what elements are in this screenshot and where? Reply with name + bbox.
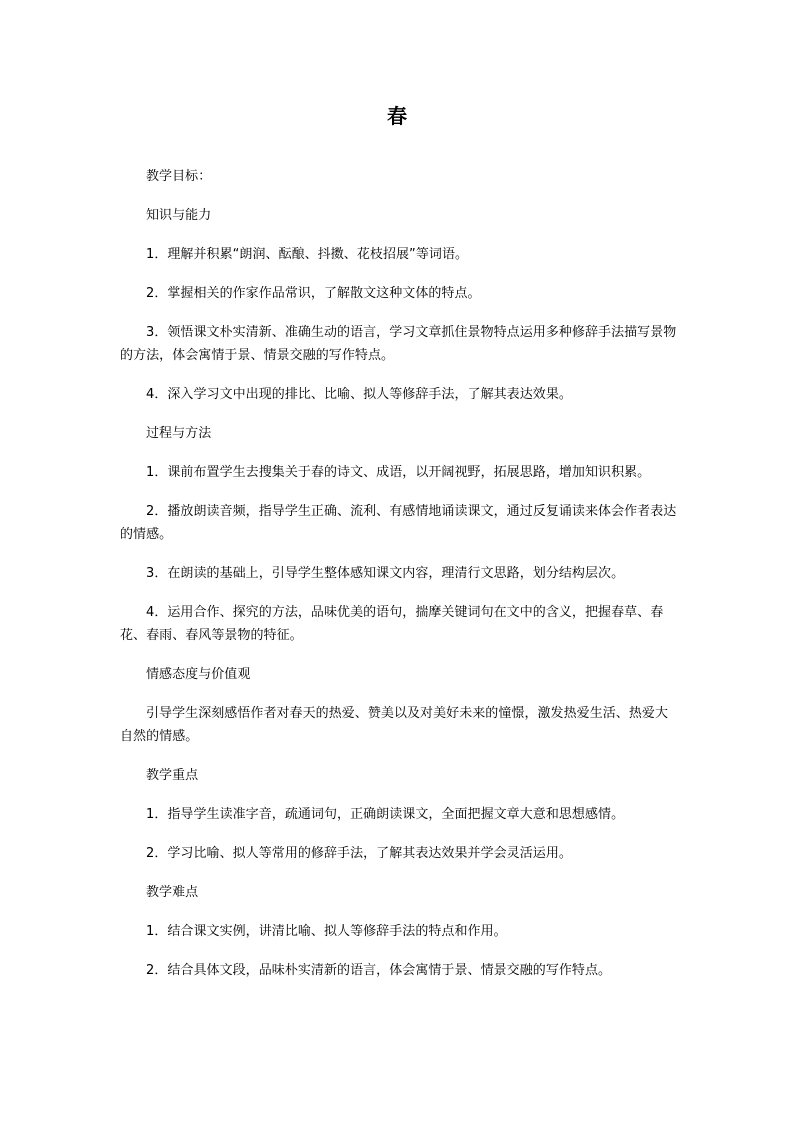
paragraph: 4．深入学习文中出现的排比、比喻、拟人等修辞手法，了解其表达效果。 [146,387,572,402]
paragraph: 4．运用合作、探究的方法，品味优美的语句，揣摩关键词句在文中的含义，把握春草、春花、春雨、春风等景物的特征。 [120,605,664,643]
paragraph: 2．结合具体文段，品味朴实清新的语言，体会寓情于景、情景交融的写作特点。 [146,963,612,978]
paragraph: 1．理解并积累“朗润、酝酿、抖擞、花枝招展”等词语。 [146,247,469,262]
subheading-knowledge-ability: 知识与能力 [146,208,212,223]
paragraph: 3．在朗读的基础上，引导学生整体感知课文内容，理清行文思路，划分结构层次。 [146,566,625,581]
subheading-process-method: 过程与方法 [146,426,212,441]
paragraph: 引导学生深刻感悟作者对春天的热爱、赞美以及对美好未来的憧憬，激发热爱生活、热爱大自然的情感。 [120,706,669,744]
subheading-emotion-values: 情感态度与价值观 [146,667,251,682]
document-title: 春 [387,104,407,128]
paragraph: 1．结合课文实例，讲清比喻、拟人等修辞手法的特点和作用。 [146,924,507,939]
section-heading-teaching-goals: 教学目标： [146,169,212,184]
paragraph: 2．学习比喻、拟人等常用的修辞手法，了解其表达效果并学会灵活运用。 [146,846,572,861]
section-heading-key-points: 教学重点 [146,768,199,783]
paragraph: 1．课前布置学生去搜集关于春的诗文、成语，以开阔视野，拓展思路，增加知识积累。 [146,465,651,480]
paragraph: 3．领悟课文朴实清新、准确生动的语言，学习文章抓住景物特点运用多种修辞手法描写景物的方法，体会寓情于景、情景交融的写作特点。 [120,325,677,363]
document-body [120,165,680,982]
paragraph: 1．指导学生读准字音，疏通词句，正确朗读课文，全面把握文章大意和思想感情。 [146,807,625,822]
section-heading-difficulties: 教学难点 [146,885,199,900]
paragraph: 2．掌握相关的作家作品常识，了解散文这种文体的特点。 [146,286,481,301]
paragraph: 2．播放朗读音频，指导学生正确、流利、有感情地诵读课文，通过反复诵读来体会作者表达的情感。 [120,504,677,542]
